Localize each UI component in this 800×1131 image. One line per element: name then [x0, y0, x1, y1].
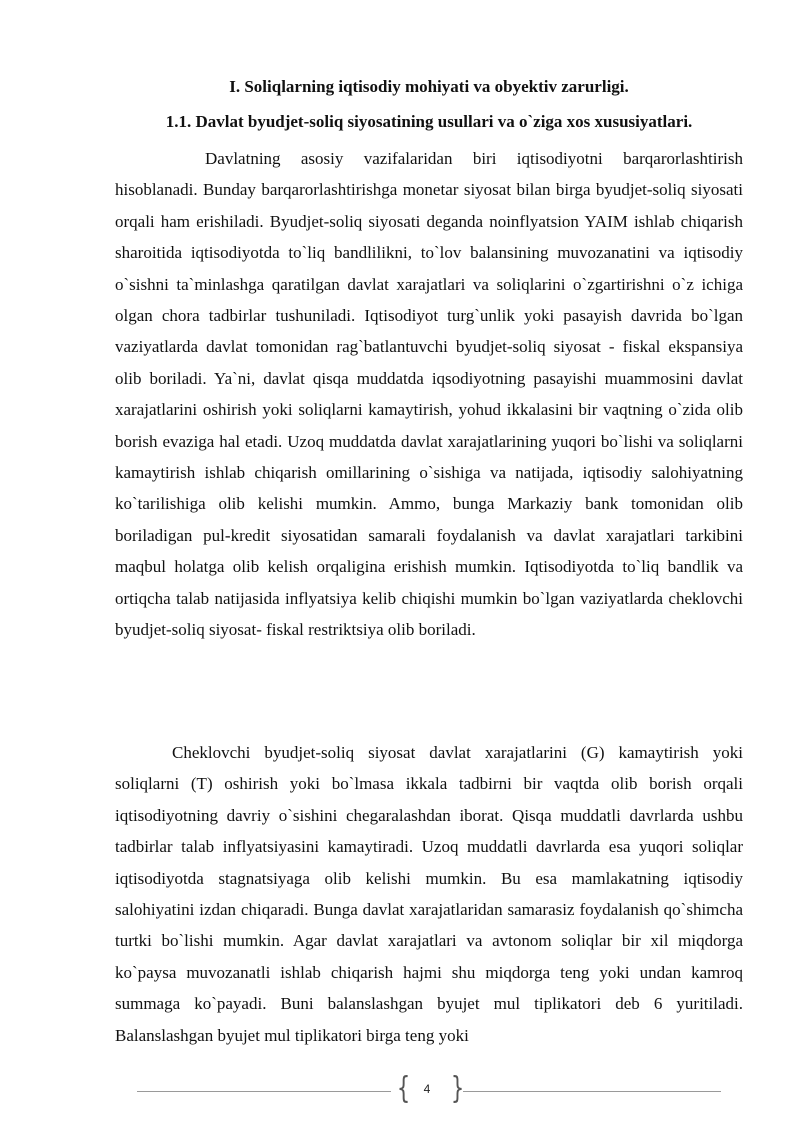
footer-left-brace: {: [396, 1071, 411, 1106]
body-paragraph: Cheklovchi byudjet-soliq siyosat davlat xarajatlarini (G) kamaytirish yoki soliqlarni (T) oshirish yoki bo`lmasa ikkala tadbirni bir vaqtda olib borish orqali iqtisodiyotning davriy o`sishini chegaralashdan iborat. Qisqa muddatli davrlarda ushbu tadbirlar talab inflyatsiyasini kamaytiradi. Uzoq muddatli davrlarda esa yuqori soliqlar iqtisodiyotda stagnatsiyaga olib kelishi mumkin. Bu esa mamlakatning iqtisodiy salohiyatini izdan chiqaradi. Bunga davlat xarajatlaridan samarasiz foydalanish qo`shimcha turtki bo`lishi mumkin. Agar davlat xarajatlari va avtonom soliqlar bir xil miqdorga ko`paysa muvozanatli ishlab chiqarish hajmi shu miqdorga teng yoki undan kamroq summaga ko`payadi. Buni balanslashgan byujet mul tiplikatori deb 6 yuritiladi. Balanslashgan byujet mul tiplikatori birga teng yoki: [115, 743, 743, 1045]
body-paragraph: Davlatning asosiy vazifalaridan biri iqtisodiyotni barqarorlashtirish hisoblanadi. Bunday barqarorlashtirishga monetar siyosat bilan birga byudjet-soliq siyosati orqali ham erishiladi. Byudjet-soliq siyosati deganda noinflyatsion YAIM ishlab chiqarish sharoitida iqtisodiyotda to`liq bandlilikni, to`lov balansining muvozanatini va iqtisodiy o`sishni ta`minlashga qaratilgan davlat xarajatlari va soliqlarini o`zgartirishni o`z ichiga olgan chora tadbirlar tushuniladi. Iqtisodiyot turg`unlik yoki pasayish davrida bo`lgan vaziyatlarda davlat tomonidan rag`batlantuvchi byudjet-soliq siyosat - fiskal ekspansiya olib boriladi. Ya`ni, davlat qisqa muddatda iqsodiyotning pasayishi muammosini davlat xarajatlarini oshirish yoki soliqlarni kamaytirish, yohud ikkalasini bir vaqtning o`zida olib borish evaziga hal etadi. Uzoq muddatda davlat xarajatlarining yuqori bo`lishi va soliqlarni kamaytirish ishlab chiqarish omillarining o`sishiga va natijada, iqtisodiy salohiyatning ko`tarilishiga olib kelishi mumkin. Ammo, bunga Markaziy bank tomonidan olib boriladigan pul-kredit siyosatidan samarali foydalanish va davlat xarajatlari tarkibini maqbul holatga olib kelish orqaligina erishish mumkin. Iqtisodiyotda to`liq bandlik va ortiqcha talab natijasida inflyatsiya kelib chiqishi mumkin bo`lgan vaziyatlarda cheklovchi byudjet-soliq siyosat- fiskal restriktsiya olib boriladi.: [115, 149, 743, 640]
footer-rule-right: [463, 1091, 721, 1092]
body-paragraph-2-block: [115, 737, 743, 1051]
page-number: 4: [423, 1082, 431, 1096]
footer-right-brace: }: [450, 1071, 465, 1106]
footer-rule-left: [137, 1091, 391, 1092]
body-paragraph-1-block: [115, 143, 743, 646]
section-heading: 1.1. Davlat byudjet-soliq siyosatining usullari va o`ziga xos xususiyatlari.: [165, 112, 693, 131]
page-footer: [0, 1070, 800, 1110]
chapter-heading: I. Soliqlarning iqtisodiy mohiyati va obyektiv zarurligi.: [229, 77, 629, 96]
